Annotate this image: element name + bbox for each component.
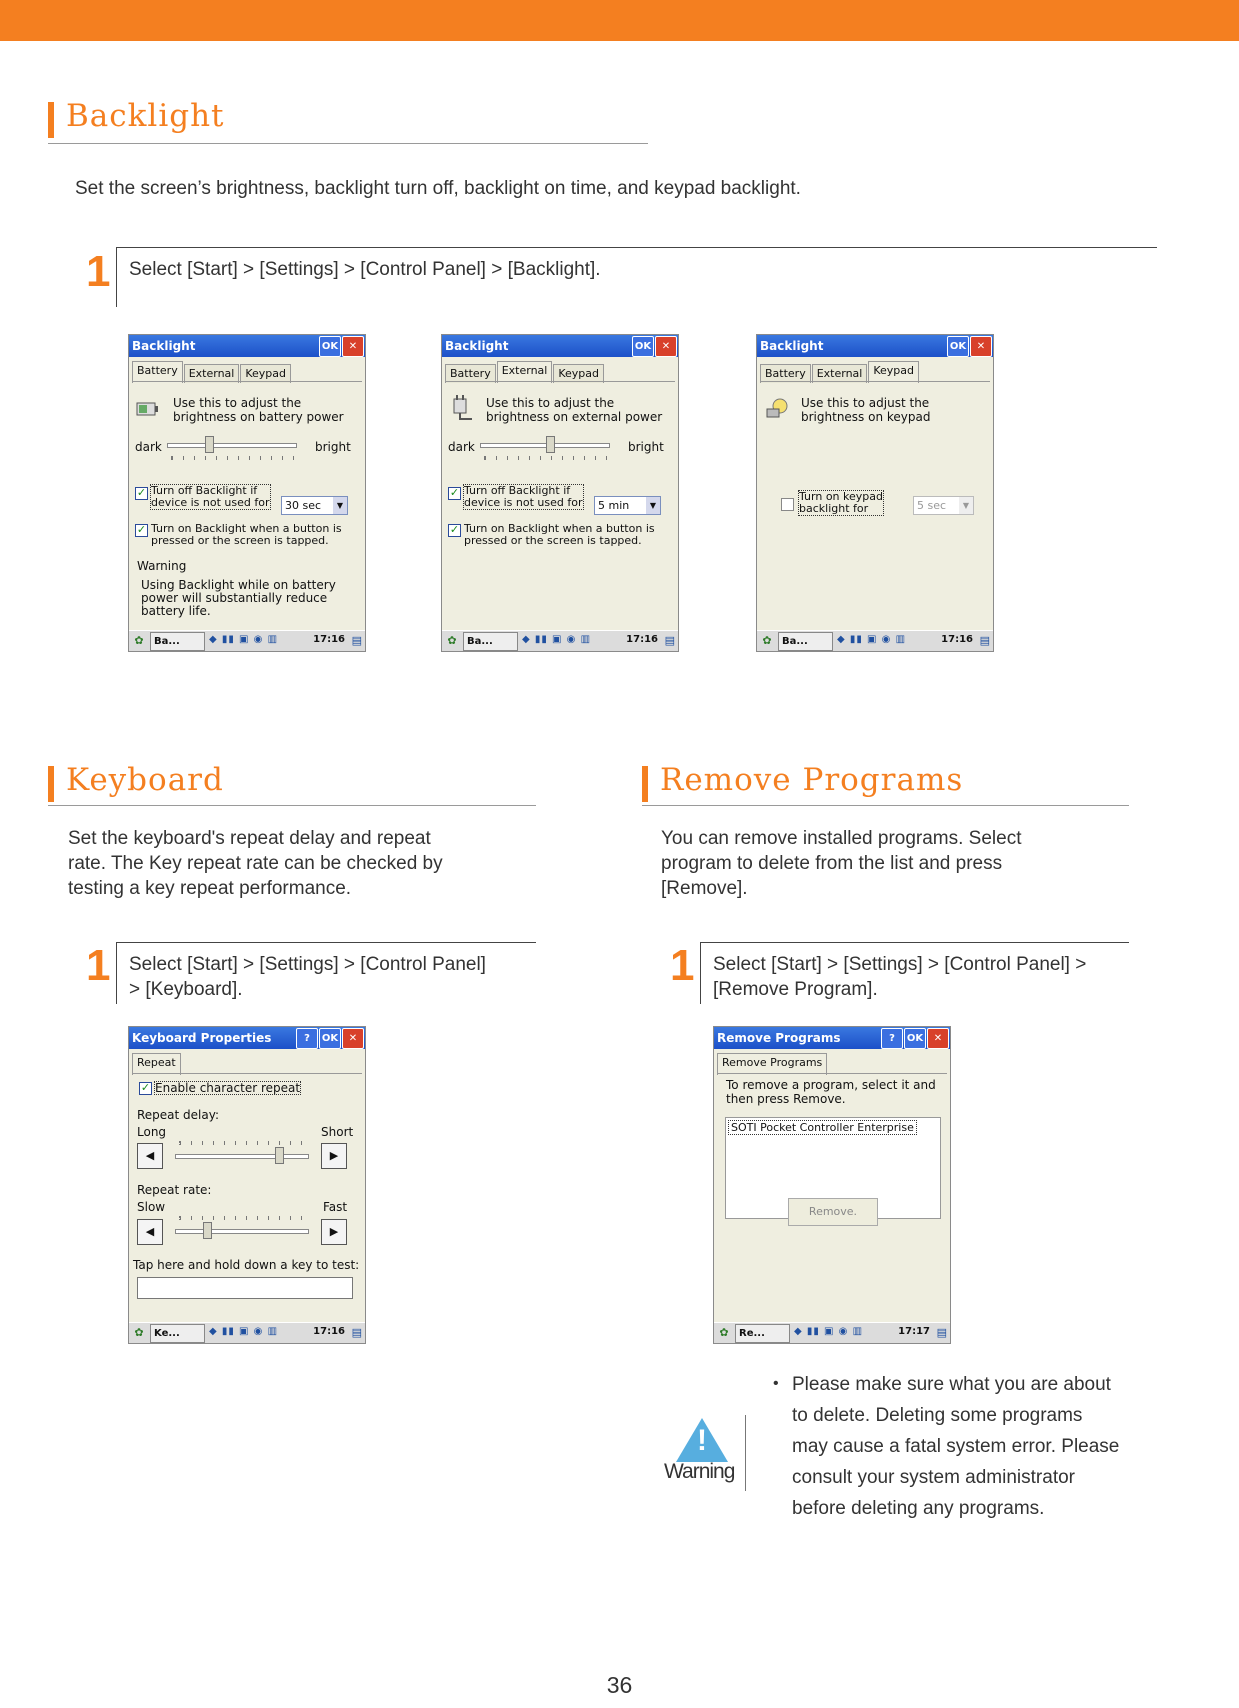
keyboard-description: Set the keyboard's repeat delay and repeat rate. The Key repeat rate can be checked by testing a key repeat performance.	[68, 828, 443, 899]
help-button[interactable]: ?	[296, 1028, 318, 1049]
exclamation-icon: !	[697, 1424, 707, 1457]
step-bar	[116, 942, 117, 1004]
info-line-1: Use this to adjust the	[173, 396, 302, 410]
tab-panel-border	[760, 381, 990, 382]
test-label: Tap here and hold down a key to test:	[133, 1258, 360, 1272]
repeat-rate-slider[interactable]	[175, 1229, 309, 1234]
info-line-1: To remove a program, select it and	[726, 1078, 936, 1092]
taskbar	[442, 630, 678, 651]
rate-ticks	[179, 1216, 306, 1220]
tab-external[interactable]: External	[497, 361, 553, 383]
info-line-2: brightness on external power	[486, 410, 663, 424]
step-bar	[700, 942, 701, 1004]
info-line-1: Use this to adjust the	[486, 396, 615, 410]
tray-icons: ◆ ▮▮ ▣ ◉ ▥	[837, 634, 907, 645]
section-rule	[642, 805, 1129, 806]
plug-icon	[448, 395, 474, 419]
section-title-keyboard: Keyboard	[48, 762, 224, 798]
bright-label: bright	[628, 440, 664, 454]
taskbar	[129, 1322, 365, 1343]
ok-button[interactable]: OK	[947, 336, 969, 357]
keypad-backlight-label: Turn on keypad backlight for	[799, 490, 883, 515]
taskbar-app[interactable]: Ba...	[150, 632, 205, 651]
key-test-field[interactable]	[137, 1277, 353, 1299]
clock: 17:16	[313, 1326, 345, 1337]
tab-battery[interactable]: Battery	[760, 364, 811, 383]
turn-on-checkbox[interactable]: ✓	[449, 523, 460, 536]
dark-label: dark	[135, 440, 162, 454]
warning-line-3: battery life.	[141, 604, 211, 618]
info-line-1: Use this to adjust the	[801, 396, 930, 410]
window-title: Backlight	[757, 335, 993, 357]
help-button[interactable]: ?	[881, 1028, 903, 1049]
start-icon[interactable]: ✿	[447, 634, 457, 647]
desktop-icon[interactable]: ▤	[664, 634, 675, 647]
repeat-delay-label: Repeat delay:	[137, 1108, 220, 1122]
step-number: 1	[86, 941, 111, 990]
fast-label: Fast	[323, 1200, 348, 1214]
ok-button[interactable]: OK	[319, 1028, 341, 1049]
delay-slider-thumb[interactable]	[275, 1147, 284, 1164]
info-line-2: then press Remove.	[726, 1092, 846, 1106]
turn-off-checkbox[interactable]: ✓	[136, 486, 147, 499]
section-title-remove-programs: Remove Programs	[642, 762, 963, 798]
page-number: 36	[606, 1672, 633, 1698]
enable-repeat-label: Enable character repeat	[155, 1081, 301, 1095]
keyboard-step-text: Select [Start] > [Settings] > [Control Panel] > [Keyboard].	[129, 954, 486, 1000]
chevron-down-icon: ▼	[959, 497, 973, 514]
tab-panel-border	[132, 1073, 362, 1074]
step-rule	[116, 247, 1157, 248]
enable-repeat-checkbox[interactable]: ✓	[140, 1081, 151, 1094]
tab-panel-border	[717, 1073, 947, 1074]
tab-remove-programs[interactable]: Remove Programs	[717, 1053, 827, 1075]
clock: 17:17	[898, 1326, 930, 1337]
ok-button[interactable]: OK	[319, 336, 341, 357]
remove-description: You can remove installed programs. Select program to delete from the list and press [Remove].	[661, 828, 1022, 899]
turn-on-label: Turn on Backlight when a button is pressed or the screen is tapped.	[464, 522, 655, 547]
start-icon[interactable]: ✿	[134, 1326, 144, 1339]
repeat-rate-label: Repeat rate:	[137, 1183, 212, 1197]
tab-keypad[interactable]: Keypad	[553, 364, 604, 383]
tab-strip	[132, 361, 292, 381]
start-icon[interactable]: ✿	[762, 634, 772, 647]
short-label: Short	[321, 1125, 354, 1139]
close-button[interactable]: ✕	[342, 1028, 364, 1049]
tab-keypad[interactable]: Keypad	[868, 361, 919, 383]
taskbar	[129, 630, 365, 651]
tab-panel-border	[445, 381, 675, 382]
info-line-2: brightness on keypad	[801, 410, 931, 424]
slow-label: Slow	[137, 1200, 166, 1214]
turn-on-label: Turn on Backlight when a button is pressed or the screen is tapped.	[151, 522, 342, 547]
close-button[interactable]: ✕	[342, 336, 364, 357]
warning-title: Warning	[137, 559, 187, 573]
rate-slider-thumb[interactable]	[203, 1222, 212, 1239]
ok-button[interactable]: OK	[904, 1028, 926, 1049]
window-title: Remove Programs	[714, 1027, 950, 1049]
backlight-external-screen	[441, 334, 679, 652]
brightness-slider[interactable]	[480, 443, 610, 448]
bullet: •	[773, 1375, 779, 1392]
warning-text: Please make sure what you are about to delete. Deleting some programs may cause a fatal system error. Please consult your system administrator before deleting any programs.	[792, 1374, 1120, 1519]
delay-left-button[interactable]: ◀	[137, 1143, 163, 1169]
slider-thumb[interactable]	[546, 436, 555, 453]
slider-ticks	[484, 456, 607, 460]
rate-left-button[interactable]: ◀	[137, 1219, 163, 1245]
desktop-icon[interactable]: ▤	[979, 634, 990, 647]
delay-right-button[interactable]: ▶	[321, 1143, 347, 1169]
keyboard-properties-screen	[128, 1026, 366, 1344]
ok-button[interactable]: OK	[632, 336, 654, 357]
start-icon[interactable]: ✿	[134, 634, 144, 647]
turn-on-checkbox[interactable]: ✓	[136, 523, 147, 536]
slider-thumb[interactable]	[205, 436, 214, 453]
repeat-delay-slider[interactable]	[175, 1154, 309, 1159]
warning-line-2: power will substantially reduce	[141, 591, 328, 605]
dark-label: dark	[448, 440, 475, 454]
step-number: 1	[670, 941, 695, 990]
tab-strip	[760, 361, 920, 381]
step-number: 1	[86, 247, 111, 296]
warning-label: Warning	[664, 1460, 735, 1483]
warning-line-1: Using Backlight while on battery	[141, 578, 336, 592]
taskbar-app[interactable]: Ba...	[778, 632, 833, 651]
keypad-backlight-checkbox[interactable]	[781, 498, 794, 511]
chevron-down-icon: ▼	[646, 497, 660, 514]
delay-ticks	[179, 1141, 306, 1145]
section-rule	[48, 805, 536, 806]
clock: 17:16	[626, 634, 658, 645]
close-button[interactable]: ✕	[655, 336, 677, 357]
section-title-backlight: Backlight	[48, 98, 225, 134]
remove-programs-screen	[713, 1026, 951, 1344]
lightbulb-icon	[765, 397, 791, 421]
close-button[interactable]: ✕	[970, 336, 992, 357]
turn-off-label: Turn off Backlight if device is not used for	[151, 484, 270, 509]
taskbar-app[interactable]: Re...	[735, 1324, 790, 1343]
turn-off-label: Turn off Backlight if device is not used for	[464, 484, 583, 509]
slider-ticks	[171, 456, 294, 460]
long-label: Long	[137, 1125, 167, 1139]
desktop-icon[interactable]: ▤	[351, 634, 362, 647]
window-title: Keyboard Properties	[129, 1027, 365, 1049]
header-band	[0, 0, 1239, 41]
program-list-item[interactable]: SOTI Pocket Controller Enterprise	[728, 1120, 917, 1135]
tab-battery[interactable]: Battery	[445, 364, 496, 383]
desktop-icon[interactable]: ▤	[936, 1326, 947, 1339]
info-line-2: brightness on battery power	[173, 410, 344, 424]
close-button[interactable]: ✕	[927, 1028, 949, 1049]
tab-external[interactable]: External	[184, 364, 240, 383]
step-rule	[116, 942, 536, 943]
tab-strip	[445, 361, 605, 381]
start-icon[interactable]: ✿	[719, 1326, 729, 1339]
warning-divider	[745, 1415, 746, 1491]
tray-icons: ◆ ▮▮ ▣ ◉ ▥	[522, 634, 592, 645]
taskbar	[714, 1322, 950, 1343]
tab-strip	[132, 1053, 182, 1073]
tray-icons: ◆ ▮▮ ▣ ◉ ▥	[209, 634, 279, 645]
taskbar-app[interactable]: Ke...	[150, 1324, 205, 1343]
desktop-icon[interactable]: ▤	[351, 1326, 362, 1339]
taskbar	[757, 630, 993, 651]
tab-keypad[interactable]: Keypad	[240, 364, 291, 383]
keypad-timeout-dropdown[interactable]: 5 sec ▼	[913, 496, 974, 515]
tab-repeat[interactable]: Repeat	[132, 1053, 181, 1075]
step-rule	[700, 942, 1129, 943]
bright-label: bright	[315, 440, 351, 454]
taskbar-app[interactable]: Ba...	[463, 632, 518, 651]
chevron-down-icon: ▼	[333, 497, 347, 514]
tab-strip	[717, 1053, 828, 1073]
timeout-dropdown[interactable]: 5 min ▼	[594, 496, 661, 515]
window-title: Backlight	[129, 335, 365, 357]
tray-icons: ◆ ▮▮ ▣ ◉ ▥	[209, 1326, 279, 1337]
backlight-description: Set the screen’s brightness, backlight turn off, backlight on time, and keypad backlight.	[75, 178, 801, 199]
battery-icon	[135, 397, 161, 421]
remove-step-text: Select [Start] > [Settings] > [Control Panel] > [Remove Program].	[713, 954, 1087, 1000]
rate-right-button[interactable]: ▶	[321, 1219, 347, 1245]
backlight-battery-screen	[128, 334, 366, 652]
remove-button[interactable]: Remove.	[788, 1198, 878, 1226]
window-title: Backlight	[442, 335, 678, 357]
tab-external[interactable]: External	[812, 364, 868, 383]
clock: 17:16	[941, 634, 973, 645]
turn-off-checkbox[interactable]: ✓	[449, 486, 460, 499]
timeout-dropdown[interactable]: 30 sec ▼	[281, 496, 348, 515]
backlight-keypad-screen	[756, 334, 994, 652]
tab-panel-border	[132, 381, 362, 382]
tab-battery[interactable]: Battery	[132, 361, 183, 383]
step-bar	[116, 247, 117, 307]
backlight-step-text: Select [Start] > [Settings] > [Control Panel] > [Backlight].	[129, 259, 601, 280]
clock: 17:16	[313, 634, 345, 645]
brightness-slider[interactable]	[167, 443, 297, 448]
tray-icons: ◆ ▮▮ ▣ ◉ ▥	[794, 1326, 864, 1337]
section-rule	[48, 143, 648, 144]
